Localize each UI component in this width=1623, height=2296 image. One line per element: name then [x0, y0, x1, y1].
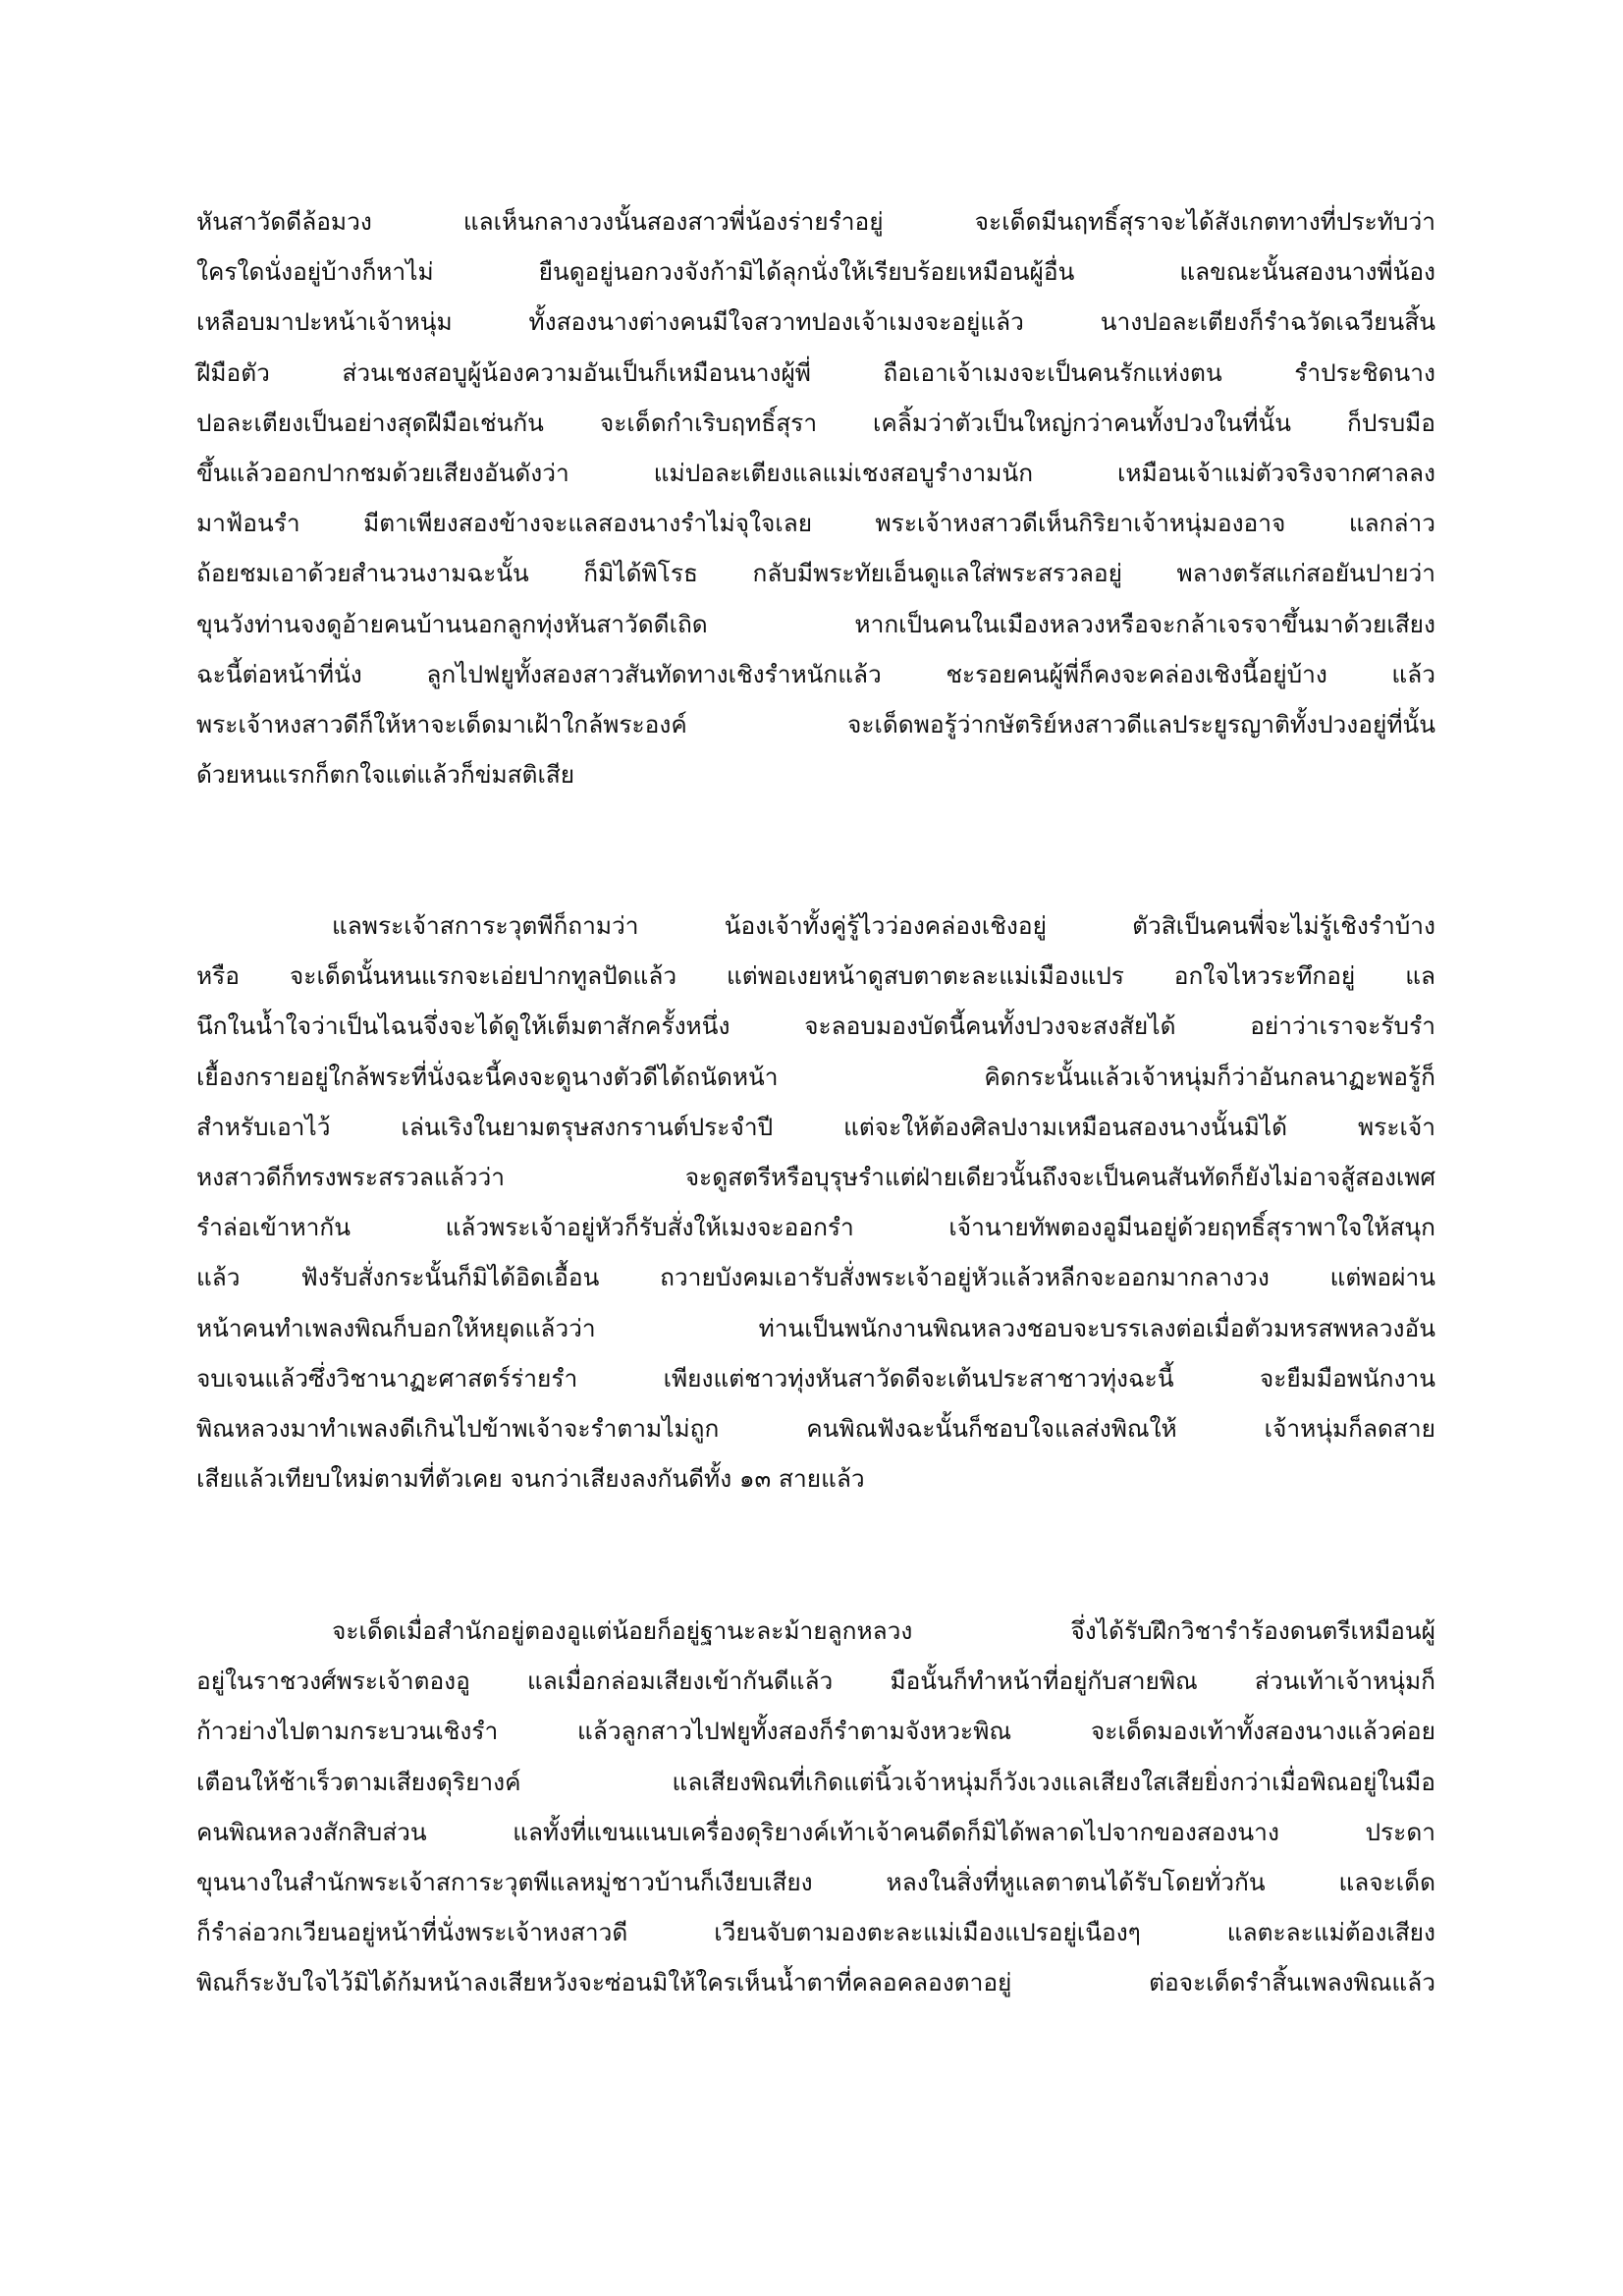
- paragraph-2: [196, 901, 1435, 1503]
- paragraph-line: เสียแล้วเทียบใหม่ตามที่ตัวเคย จนกว่าเสียงลงกันดีทั้ง ๑๓ สายแล้ว: [196, 1464, 865, 1494]
- paragraph-line: ก็รำล่อวกเวียนอยู่หน้าที่นั่งพระเจ้าหงสาวดี เวียนจับตามองตะละแม่เมืองแปรอยู่เนืองๆ แลตะละแม่ต้องเสียง: [196, 1918, 1435, 1947]
- paragraph-line: แลพระเจ้าสการะวุตพีก็ถามว่า น้องเจ้าทั้งคู่รู้ไวว่องคล่องเชิงอยู่ ตัวสิเป็นคนพี่จะไม่รู้เชิงรำบ้าง: [332, 911, 1435, 940]
- paragraph-line: หรือ จะเด็ดนั้นหนแรกจะเอ่ยปากทูลปัดแล้ว แต่พอเงยหน้าดูสบตาตะละแม่เมืองแปร อกใจไหวระทึกอยู่ แล: [196, 961, 1435, 991]
- paragraph-line: คนพิณหลวงสักสิบส่วน แลทั้งที่แขนแนบเครื่องดุริยางค์เท้าเจ้าคนดีดก็มิได้พลาดไปจากของสองนาง ประดา: [196, 1817, 1435, 1846]
- paragraph-line: ฝีมือตัว ส่วนเชงสอบูผู้น้องความอันเป็นก็เหมือนนางผู้พี่ ถือเอาเจ้าเมงจะเป็นคนรักแห่งตน รำประชิดนาง: [196, 357, 1435, 387]
- paragraph-line: หน้าคนทำเพลงพิณก็บอกให้หยุดแล้วว่า ท่านเป็นพนักงานพิณหลวงชอบจะบรรเลงต่อเมื่อตัวมหรสพหลวงอัน: [196, 1313, 1435, 1342]
- paragraph-line: ถ้อยชมเอาด้วยสำนวนงามฉะนั้น ก็มิได้พิโรธ กลับมีพระทัยเอ็นดูแลใส่พระสรวลอยู่ พลางตรัสแก่สอยันปายว่า: [196, 559, 1435, 588]
- paragraph-line: พิณหลวงมาทำเพลงดีเกินไปข้าพเจ้าจะรำตามไม่ถูก คนพิณฟังฉะนั้นก็ชอบใจแลส่งพิณให้ เจ้าหนุ่มก็ลดสาย: [196, 1413, 1435, 1443]
- paragraph-line: ก้าวย่างไปตามกระบวนเชิงรำ แล้วลูกสาวไปฟยูทั้งสองก็รำตามจังหวะพิณ จะเด็ดมองเท้าทั้งสองนางแล้วค่อย: [196, 1717, 1435, 1746]
- paragraph-line: หงสาวดีก็ทรงพระสรวลแล้วว่า จะดูสตรีหรือบุรุษรำแต่ฝ่ายเดียวนั้นถึงจะเป็นคนสันทัดก็ยังไม่อาจสู้สองเพศ: [196, 1162, 1435, 1191]
- paragraph-line: รำล่อเข้าหากัน แล้วพระเจ้าอยู่หัวก็รับสั่งให้เมงจะออกรำ เจ้านายทัพตองอูมีนอยู่ด้วยฤทธิ์สุราพาใจให้สนุก: [196, 1213, 1435, 1242]
- paragraph-line: ขึ้นแล้วออกปากชมด้วยเสียงอันดังว่า แม่ปอละเตียงแลแม่เชงสอบูรำงามนัก เหมือนเจ้าแม่ตัวจริงจากศาลลง: [196, 458, 1435, 487]
- paragraph-line: เหลือบมาปะหน้าเจ้าหนุ่ม ทั้งสองนางต่างคนมีใจสวาทปองเจ้าเมงจะอยู่แล้ว นางปอละเตียงก็รำฉวัดเฉวียนสิ้น: [196, 307, 1435, 337]
- paragraph-1: [196, 196, 1435, 799]
- paragraph-line: ฉะนี้ต่อหน้าที่นั่ง ลูกไปฟยูทั้งสองสาวสันทัดทางเชิงรำหนักแล้ว ชะรอยคนผู้พี่ก็คงจะคล่องเชิงนี้อยู่บ้าง แล้ว: [196, 659, 1435, 688]
- paragraph-line: พิณก็ระงับใจไว้มิได้ก้มหน้าลงเสียหวังจะซ่อนมิให้ใครเห็นน้ำตาที่คลอคลองตาอยู่ ต่อจะเด็ดรำสิ้นเพลงพิณแล้ว: [196, 1968, 1435, 1997]
- paragraph-line: ขุนวังท่านจงดูอ้ายคนบ้านนอกลูกทุ่งหันสาวัดดีเถิด หากเป็นคนในเมืองหลวงหรือจะกล้าเจรจาขึ้นมาด้วยเสียง: [196, 609, 1435, 638]
- paragraph-line: อยู่ในราชวงศ์พระเจ้าตองอู แลเมื่อกล่อมเสียงเข้ากันดีแล้ว มือนั้นก็ทำหน้าที่อยู่กับสายพิณ ส่วนเท้าเจ้าหนุ่มก็: [196, 1667, 1435, 1696]
- paragraph-line: เยื้องกรายอยู่ใกล้พระที่นั่งฉะนี้คงจะดูนางตัวดีได้ถนัดหน้า คิดกระนั้นแล้วเจ้าหนุ่มก็ว่าอันกลนาฏะพอรู้ก็: [196, 1062, 1435, 1091]
- paragraph-line: นึกในน้ำใจว่าเป็นไฉนจึ่งจะได้ดูให้เต็มตาสักครั้งหนึ่ง จะลอบมองบัดนี้คนทั้งปวงจะสงสัยได้ อย่าว่าเราจะรับรำ: [196, 1011, 1435, 1041]
- paragraph-line: สำหรับเอาไว้ เล่นเริงในยามตรุษสงกรานต์ประจำปี แต่จะให้ต้องศิลปงามเหมือนสองนางนั้นมิได้ พระเจ้า: [196, 1112, 1435, 1141]
- paragraph-line: ขุนนางในสำนักพระเจ้าสการะวุตพีแลหมู่ชาวบ้านก็เงียบเสียง หลงในสิ่งที่หูแลตาตนได้รับโดยทั่วกัน แลจะเด็ด: [196, 1867, 1435, 1896]
- paragraph-3: [196, 1606, 1435, 2008]
- paragraph-line: ปอละเตียงเป็นอย่างสุดฝีมือเช่นกัน จะเด็ดกำเริบฤทธิ์สุรา เคลิ้มว่าตัวเป็นใหญ่กว่าคนทั้งปวงในที่นั้น ก็ปรบมือ: [196, 408, 1435, 437]
- paragraph-line: พระเจ้าหงสาวดีก็ให้หาจะเด็ดมาเฝ้าใกล้พระองค์ จะเด็ดพอรู้ว่ากษัตริย์หงสาวดีแลประยูรญาติทั้งปวงอยู่ที่นั้น: [196, 709, 1435, 738]
- paragraph-line: แล้ว ฟังรับสั่งกระนั้นก็มิได้อิดเอื้อน ถวายบังคมเอารับสั่งพระเจ้าอยู่หัวแล้วหลีกจะออกมากลางวง แต่พอผ่าน: [196, 1263, 1435, 1292]
- paragraph-line: หันสาวัดดีล้อมวง แลเห็นกลางวงนั้นสองสาวพี่น้องร่ายรำอยู่ จะเด็ดมีนฤทธิ์สุราจะได้สังเกตทางที่ประทับว่า: [196, 207, 1435, 236]
- paragraph-line: จะเด็ดเมื่อสำนักอยู่ตองอูแต่น้อยก็อยู่ฐานะละม้ายลูกหลวง จึ่งได้รับฝึกวิชารำร้องดนตรีเหมือนผู้: [332, 1616, 1435, 1645]
- paragraph-line: เตือนให้ช้าเร็วตามเสียงดุริยางค์ แลเสียงพิณที่เกิดแต่นิ้วเจ้าหนุ่มก็วังเวงแลเสียงใสเสียยิ่งกว่าเมื่อพิณอยู่ในมือ: [196, 1767, 1435, 1796]
- paragraph-line: มาฟ้อนรำ มีตาเพียงสองข้างจะแลสองนางรำไม่จุใจเลย พระเจ้าหงสาวดีเห็นกิริยาเจ้าหนุ่มองอาจ แลกล่าว: [196, 509, 1435, 538]
- paragraph-line: จบเจนแล้วซึ่งวิชานาฏะศาสตร์ร่ายรำ เพียงแต่ชาวทุ่งหันสาวัดดีจะเต้นประสาชาวทุ่งฉะนี้ จะยืมมือพนักงาน: [196, 1363, 1435, 1393]
- paragraph-line: ใครใดนั่งอยู่บ้างก็หาไม่ ยืนดูอยู่นอกวงจังก้ามิได้ลุกนั่งให้เรียบร้อยเหมือนผู้อื่น แลขณะนั้นสองนางพี่น้อง: [196, 257, 1435, 287]
- paragraph-line: ด้วยหนแรกก็ตกใจแต่แล้วก็ข่มสติเสีย: [196, 760, 575, 790]
